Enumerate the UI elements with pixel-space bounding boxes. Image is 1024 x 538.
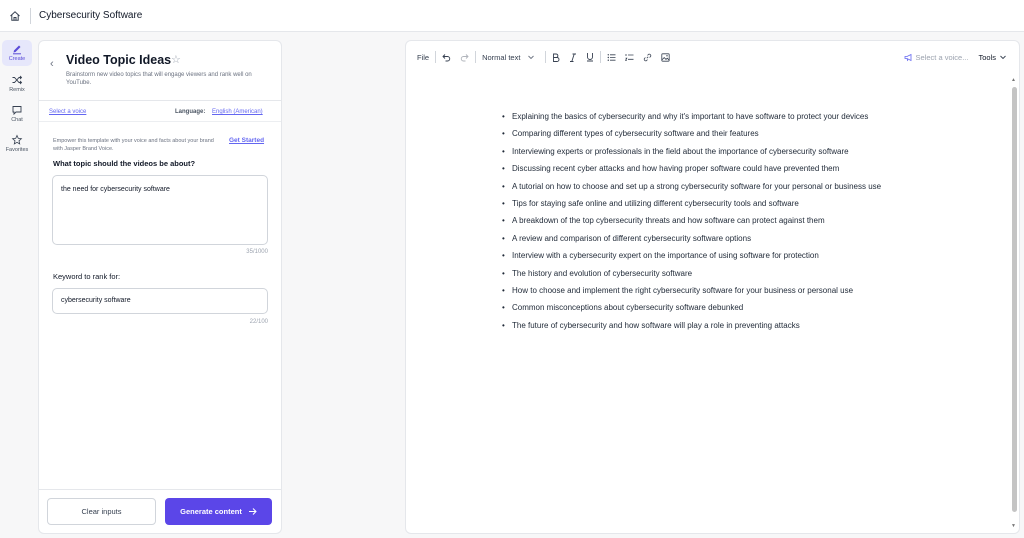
template-panel <box>38 40 282 534</box>
scroll-up-arrow-icon[interactable]: ▲ <box>1011 77 1016 83</box>
list-item: • A review and comparison of different cybersecurity software options <box>501 232 921 246</box>
select-voice-link[interactable]: Select a voice <box>49 109 87 115</box>
bold-icon <box>552 53 560 62</box>
list-item: • Discussing recent cyber attacks and how having proper software could have prevented them <box>501 162 921 176</box>
left-rail <box>0 32 34 538</box>
toolbar-right <box>904 41 1007 73</box>
link-button[interactable] <box>643 53 652 62</box>
image-icon <box>661 53 670 62</box>
topic-char-count: 35/1000 <box>246 249 268 255</box>
template-description: Brainstorm new video topics that will engage viewers and rank well on YouTube. <box>66 72 252 86</box>
back-chevron-icon[interactable]: ‹ <box>50 58 54 70</box>
bold-button[interactable] <box>552 53 560 62</box>
toolbar-divider <box>545 51 546 63</box>
keyword-label: Keyword to rank for: <box>53 272 121 281</box>
clear-inputs-button[interactable] <box>47 498 156 525</box>
rail-label-chat: Chat <box>11 117 23 123</box>
favorite-star-icon[interactable]: ☆ <box>171 54 181 66</box>
chat-icon <box>11 104 23 116</box>
rail-item-create[interactable] <box>2 40 32 66</box>
clear-inputs-label: Clear inputs <box>81 507 122 516</box>
voice-selector-placeholder: Select a voice... <box>915 52 969 62</box>
chevron-down-icon <box>527 53 535 61</box>
numbered-list-button[interactable] <box>625 53 634 62</box>
list-item: • How to choose and implement the right cybersecurity software for your business or personal use <box>501 284 921 298</box>
image-button[interactable] <box>661 53 670 62</box>
undo-button[interactable] <box>442 53 451 62</box>
rail-item-chat[interactable] <box>2 101 32 127</box>
rail-label-create: Create <box>8 56 26 62</box>
home-button[interactable] <box>2 3 28 29</box>
redo-icon <box>460 53 469 62</box>
link-icon <box>643 53 652 62</box>
underline-button[interactable] <box>586 52 594 62</box>
document-content[interactable] <box>501 110 921 336</box>
megaphone-icon <box>904 53 913 62</box>
language-select-link[interactable]: English (American) <box>212 109 263 115</box>
shuffle-icon <box>11 74 23 86</box>
editor-toolbar <box>406 41 1019 73</box>
list-item: • Explaining the basics of cybersecurity and why it's important to have software to protect your devices <box>501 110 921 124</box>
chevron-down-icon <box>999 53 1007 61</box>
numbered-list-icon <box>625 53 634 62</box>
rail-item-favorites[interactable] <box>2 131 32 157</box>
generate-content-label: Generate content <box>180 507 242 516</box>
redo-button[interactable] <box>460 53 469 62</box>
arrow-right-icon <box>248 507 257 516</box>
topic-label: What topic should the videos be about? <box>53 159 196 168</box>
list-item: • The history and evolution of cybersecurity software <box>501 267 921 281</box>
top-bar <box>0 0 1024 32</box>
document-title[interactable]: Cybersecurity Software <box>39 10 143 21</box>
top-divider <box>30 8 31 24</box>
brand-voice-promo: Empower this template with your voice and facts about your brand with Jasper Brand Voice. <box>53 138 214 152</box>
scroll-down-arrow-icon[interactable]: ▼ <box>1011 523 1016 529</box>
rail-label-remix: Remix <box>9 87 25 93</box>
text-style-label: Normal text <box>482 52 521 62</box>
bullet-list-icon <box>607 53 616 62</box>
list-item: • A tutorial on how to choose and set up a strong cybersecurity software for your personal or business use <box>501 180 921 194</box>
list-item: • Interview with a cybersecurity expert on the importance of using software for protection <box>501 249 921 263</box>
divider <box>39 121 281 122</box>
italic-button[interactable] <box>569 53 577 62</box>
file-menu[interactable]: File <box>417 52 430 62</box>
pencil-icon <box>11 43 23 55</box>
text-style-dropdown[interactable] <box>482 53 535 62</box>
language-label: Language: <box>175 109 206 115</box>
toolbar-divider <box>600 51 601 63</box>
toolbar-divider <box>475 51 476 63</box>
voice-selector[interactable] <box>904 53 969 62</box>
list-item: • A breakdown of the top cybersecurity threats and how software can protect against them <box>501 214 921 228</box>
divider <box>39 100 281 101</box>
rail-item-remix[interactable] <box>2 71 32 97</box>
list-item: • Tips for staying safe online and utilizing different cybersecurity tools and software <box>501 197 921 211</box>
toolbar-divider <box>435 51 436 63</box>
scroll-thumb[interactable] <box>1012 87 1017 512</box>
tools-label: Tools <box>978 52 996 62</box>
undo-icon <box>442 53 451 62</box>
get-started-link[interactable]: Get Started <box>229 137 265 144</box>
editor-scrollbar[interactable] <box>1011 77 1017 529</box>
keyword-input[interactable]: cybersecurity software <box>52 288 268 314</box>
template-title: Video Topic Ideas <box>66 53 172 67</box>
home-icon <box>9 10 21 22</box>
bullet-list-button[interactable] <box>607 53 616 62</box>
keyword-char-count: 22/100 <box>249 319 268 325</box>
rail-label-favorites: Favorites <box>5 147 29 153</box>
underline-icon <box>586 52 594 62</box>
template-header <box>39 41 281 101</box>
divider <box>39 489 281 490</box>
list-item: • The future of cybersecurity and how software will play a role in preventing attacks <box>501 319 921 333</box>
topic-list <box>501 110 921 332</box>
list-item: • Common misconceptions about cybersecurity software debunked <box>501 301 921 315</box>
star-icon <box>11 134 23 146</box>
list-item: • Interviewing experts or professionals in the field about the importance of cybersecurity software <box>501 145 921 159</box>
italic-icon <box>569 53 577 62</box>
editor-panel <box>405 40 1020 534</box>
tools-menu[interactable] <box>978 53 1007 62</box>
generate-content-button[interactable] <box>165 498 272 525</box>
list-item: • Comparing different types of cybersecurity software and their features <box>501 127 921 141</box>
topic-textarea[interactable]: the need for cybersecurity software <box>52 175 268 245</box>
